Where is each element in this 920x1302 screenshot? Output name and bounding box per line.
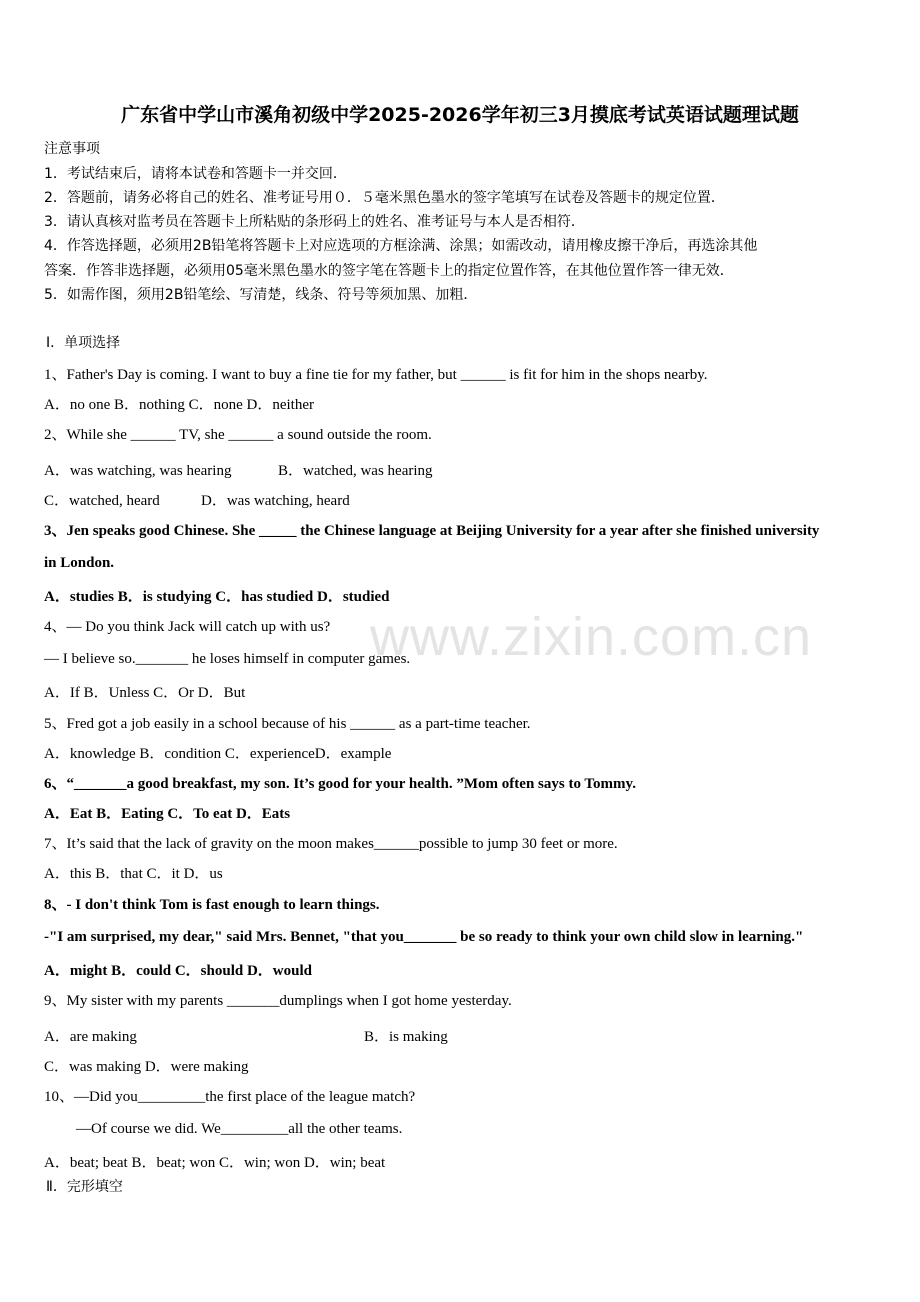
question-options: A．If B．Unless C．Or D．But xyxy=(44,685,246,701)
question-options: A．this B．that C．it D．us xyxy=(44,866,223,882)
question-stem: 10、—Did you_________the first place of the league match? xyxy=(44,1089,416,1105)
section-heading: Ⅰ．单项选择 xyxy=(46,335,121,351)
question-options: A．beat; beat B．beat; won C．win; won D．win; beat xyxy=(44,1155,386,1171)
question-stem: 3、Jen speaks good Chinese. She _____ the Chinese language at Beijing University for a year after she finished university xyxy=(44,523,820,539)
section-heading: Ⅱ．完形填空 xyxy=(46,1179,123,1195)
question-stem-continued: —Of course we did. We_________all the other teams. xyxy=(76,1121,403,1137)
question-stem: 5、Fred got a job easily in a school because of his ______ as a part-time teacher. xyxy=(44,716,531,732)
question-options: A．studies B．is studying C．has studied D．studied xyxy=(44,589,390,605)
question-stem: 2、While she ______ TV, she ______ a sound outside the room. xyxy=(44,427,432,443)
notice-item: 5．如需作图，须用2B铅笔绘、写清楚，线条、符号等须加黑、加粗． xyxy=(44,287,478,303)
question-option: D．was watching, heard xyxy=(201,493,350,509)
notice-item: 2．答题前，请务必将自己的姓名、准考证号用０．５毫米黑色墨水的签字笔填写在试卷及答题卡的规定位置． xyxy=(44,190,725,206)
notice-item: 答案．作答非选择题，必须用05毫米黑色墨水的签字笔在答题卡上的指定位置作答，在其他位置作答一律无效． xyxy=(44,263,734,279)
notice-item: 1．考试结束后，请将本试卷和答题卡一并交回． xyxy=(44,166,347,182)
question-stem: 4、— Do you think Jack will catch up with us? xyxy=(44,619,331,635)
question-options: A．Eat B．Eating C．To eat D．Eats xyxy=(44,806,291,822)
question-stem: 8、- I don't think Tom is fast enough to learn things. xyxy=(44,897,380,913)
question-options: C．was making D．were making xyxy=(44,1059,249,1075)
question-stem: 7、It’s said that the lack of gravity on the moon makes______possible to jump 30 feet or more. xyxy=(44,836,618,852)
notice-item: 4．作答选择题，必须用2B铅笔将答题卡上对应选项的方框涂满、涂黑；如需改动，请用橡皮擦干净后，再选涂其他 xyxy=(44,238,758,254)
question-option: C．watched, heard xyxy=(44,493,160,509)
page-title: 广东省中学山市溪角初级中学2025-2026学年初三3月摸底考试英语试题理试题 xyxy=(121,104,799,126)
question-options: A．might B．could C．should D．would xyxy=(44,963,312,979)
question-stem: 6、“_______a good breakfast, my son. It’s good for your health. ”Mom often says to Tommy. xyxy=(44,776,636,792)
question-option: B．is making xyxy=(364,1029,448,1045)
question-stem-continued: -"I am surprised, my dear," said Mrs. Bennet, "that you_______ be so ready to think your own child slow in learning." xyxy=(44,929,804,945)
question-stem-continued: in London. xyxy=(44,555,115,571)
question-stem-continued: — I believe so._______ he loses himself in computer games. xyxy=(44,651,411,667)
question-stem: 1、Father's Day is coming. I want to buy a fine tie for my father, but ______ is fit for him in the shops nearby. xyxy=(44,367,708,383)
watermark: www.zixin.com.cn xyxy=(370,607,813,667)
question-options: A．knowledge B．condition C．experienceD．example xyxy=(44,746,392,762)
question-options: A．no one B．nothing C．none D．neither xyxy=(44,397,314,413)
question-option: A．was watching, was hearing xyxy=(44,463,232,479)
question-option: B．watched, was hearing xyxy=(278,463,433,479)
notice-heading: 注意事项 xyxy=(44,141,100,157)
question-option: A．are making xyxy=(44,1029,137,1045)
question-stem: 9、My sister with my parents _______dumplings when I got home yesterday. xyxy=(44,993,512,1009)
notice-item: 3．请认真核对监考员在答题卡上所粘贴的条形码上的姓名、准考证号与本人是否相符． xyxy=(44,214,585,230)
